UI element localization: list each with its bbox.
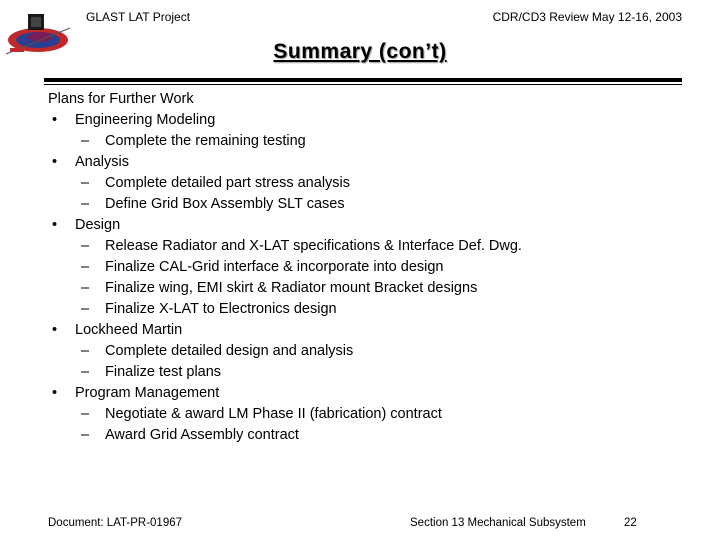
page-number: 22 bbox=[624, 517, 637, 529]
sub-item bbox=[48, 257, 688, 278]
bullet-marker: • bbox=[52, 385, 58, 401]
slide-title: Summary (con’t) bbox=[273, 40, 447, 63]
sub-item-text: Release Radiator and X-LAT specifications & Interface Def. Dwg. bbox=[105, 238, 522, 254]
sub-item bbox=[48, 278, 688, 299]
sub-item bbox=[48, 341, 688, 362]
footer-section: Section 13 Mechanical Subsystem bbox=[410, 517, 586, 529]
sub-item bbox=[48, 236, 688, 257]
bullet-marker: • bbox=[52, 217, 58, 233]
dash-marker: – bbox=[81, 133, 90, 149]
dash-marker: – bbox=[81, 175, 90, 191]
sub-item-text: Finalize X-LAT to Electronics design bbox=[105, 301, 337, 317]
sub-item bbox=[48, 404, 688, 425]
bullet-label: Analysis bbox=[75, 154, 129, 170]
title-rule-thick bbox=[44, 78, 682, 82]
review-info: CDR/CD3 Review May 12-16, 2003 bbox=[492, 10, 682, 24]
sub-item bbox=[48, 194, 688, 215]
sub-item bbox=[48, 299, 688, 320]
bullet-label: Design bbox=[75, 217, 121, 233]
sub-item-text: Finalize wing, EMI skirt & Radiator mount Bracket designs bbox=[105, 280, 478, 296]
sub-item bbox=[48, 362, 688, 383]
title-rule-thin bbox=[44, 84, 682, 85]
dash-marker: – bbox=[81, 364, 90, 380]
dash-marker: – bbox=[81, 427, 90, 443]
dash-marker: – bbox=[81, 301, 90, 317]
dash-marker: – bbox=[81, 196, 90, 212]
dash-marker: – bbox=[81, 406, 90, 422]
bullet-item bbox=[48, 152, 688, 173]
sub-item-text: Award Grid Assembly contract bbox=[105, 427, 299, 443]
body-heading: Plans for Further Work bbox=[48, 91, 194, 107]
sub-item-text: Negotiate & award LM Phase II (fabrication) contract bbox=[105, 406, 442, 422]
bullet-item bbox=[48, 110, 688, 131]
sub-item-text: Finalize test plans bbox=[105, 364, 222, 380]
slide-body bbox=[48, 89, 688, 446]
bullet-label: Lockheed Martin bbox=[75, 322, 183, 338]
bullet-item bbox=[48, 215, 688, 236]
dash-marker: – bbox=[81, 280, 90, 296]
bullet-label: Program Management bbox=[75, 385, 220, 401]
bullet-marker: • bbox=[52, 112, 58, 128]
sub-item bbox=[48, 173, 688, 194]
sub-item-text: Complete detailed part stress analysis bbox=[105, 175, 351, 191]
sub-item-text: Define Grid Box Assembly SLT cases bbox=[105, 196, 345, 212]
bullet-label: Engineering Modeling bbox=[75, 112, 216, 128]
dash-marker: – bbox=[81, 259, 90, 275]
sub-item-text: Complete the remaining testing bbox=[105, 133, 306, 149]
bullet-item bbox=[48, 383, 688, 404]
sub-item bbox=[48, 131, 688, 152]
bullet-marker: • bbox=[52, 154, 58, 170]
sub-item-text: Complete detailed design and analysis bbox=[105, 343, 354, 359]
bullet-item bbox=[48, 320, 688, 341]
bullet-marker: • bbox=[52, 322, 58, 338]
sub-item bbox=[48, 425, 688, 446]
dash-marker: – bbox=[81, 343, 90, 359]
project-name: GLAST LAT Project bbox=[86, 10, 191, 24]
footer-document: Document: LAT-PR-01967 bbox=[48, 517, 183, 529]
dash-marker: – bbox=[81, 238, 90, 254]
sub-item-text: Finalize CAL-Grid interface & incorporate into design bbox=[105, 259, 444, 275]
